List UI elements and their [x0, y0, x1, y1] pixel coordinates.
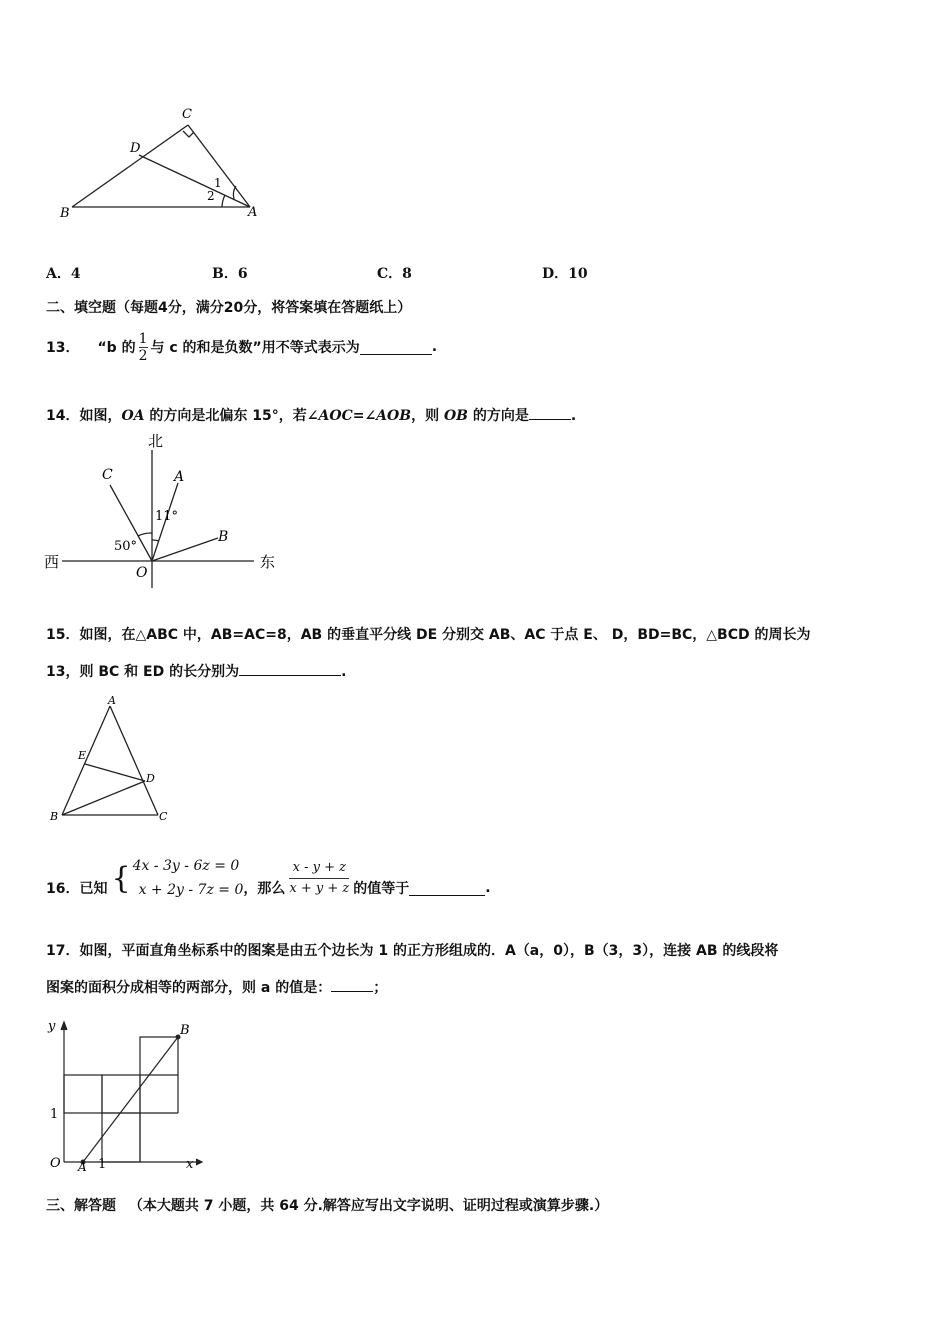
- q13-answer-blank[interactable]: [360, 340, 432, 355]
- q17-label-b: B: [180, 1023, 190, 1038]
- q17-line2-text: 图案的面积分成相等的两部分，则 a 的值是：: [46, 980, 332, 996]
- q16-answer-blank[interactable]: [409, 881, 485, 896]
- q14-end: .: [570, 408, 577, 424]
- q13-end: .: [431, 339, 438, 355]
- section3: [46, 1195, 608, 1215]
- q14-angle1: ∠AOC: [306, 408, 353, 424]
- q14-label-north: 北: [148, 432, 164, 450]
- q13: [46, 322, 437, 372]
- q17-label-o: O: [50, 1156, 61, 1171]
- q15-end: .: [341, 664, 347, 680]
- section3-heading: 三、解答题: [46, 1198, 116, 1214]
- q16-end: .: [485, 880, 491, 896]
- q16: [46, 852, 491, 904]
- q17-grid-figure: [46, 1012, 216, 1174]
- q14-eq: =: [352, 408, 365, 424]
- q16-eq1: 4x - 3y - 6z = 0: [132, 858, 240, 874]
- q12-label-b: B: [60, 206, 70, 221]
- q14-t2: 的方向是北偏东 15°，若: [144, 408, 307, 424]
- q14-t3: ，则: [411, 408, 444, 424]
- q15-label-e: E: [78, 749, 87, 762]
- q14-t1: 如图，: [79, 408, 122, 424]
- q17-label-one-x: 1: [98, 1157, 107, 1172]
- q17-line2: [46, 977, 387, 997]
- q12-option-a[interactable]: A．4: [46, 266, 81, 282]
- q15-label-a: A: [108, 694, 116, 707]
- q16-eq2: x + 2y - 7z = 0: [138, 882, 244, 898]
- q16-system: [133, 854, 244, 902]
- q12-label-1: 1: [214, 176, 222, 190]
- q16-post: 的值等于: [353, 881, 410, 897]
- section2-heading: 二、填空题（每题4分，满分20分，将答案填在答题纸上）: [46, 300, 412, 316]
- q16-number: 16．已知: [46, 881, 108, 897]
- q17-label-a: A: [78, 1160, 87, 1174]
- q13-pre: “b 的: [97, 340, 136, 356]
- q17-answer-blank[interactable]: [331, 977, 373, 992]
- q16-fraction: [289, 858, 349, 899]
- q14-t4: 的方向是: [467, 408, 529, 424]
- q15-answer-blank[interactable]: [239, 661, 341, 676]
- q16-frac-num: x - y + z: [292, 859, 346, 875]
- q14-label-c: C: [102, 467, 113, 483]
- q14-answer-blank[interactable]: [529, 405, 571, 420]
- q15-label-c: C: [159, 810, 168, 823]
- q14-label-a: A: [174, 469, 185, 485]
- q17-label-one-y: 1: [50, 1107, 59, 1122]
- q12-triangle-figure: [50, 100, 280, 225]
- q16-system-brace: {: [111, 860, 131, 896]
- q13-frac-den: 2: [138, 347, 148, 364]
- q15-label-d: D: [146, 772, 155, 785]
- q14-ob: OB: [443, 408, 468, 424]
- q16-mid: ，那么: [243, 881, 286, 897]
- q14-label-angle-c: 50°: [114, 539, 138, 554]
- q17-line1: 17．如图，平面直角坐标系中的图案是由五个边长为 1 的正方形组成的．A（a，0），B（3，3），连接 AB 的线段将: [46, 943, 779, 959]
- q12-label-c: C: [182, 107, 192, 122]
- q15-line1: 15．如图，在△ABC 中，AB=AC=8，AB 的垂直平分线 DE 分别交 AB、AC 于点 E、 D，BD=BC，△BCD 的周长为: [46, 627, 811, 643]
- q14-number: 14．: [46, 408, 80, 424]
- q15-line2: [46, 661, 346, 681]
- q14-label-b: B: [218, 529, 229, 545]
- q16-frac-den: x + y + z: [289, 880, 350, 896]
- q14-label-west: 西: [44, 553, 60, 571]
- q13-number: 13．: [46, 340, 80, 356]
- q15-label-b: B: [50, 810, 59, 823]
- q13-fraction: [139, 331, 148, 364]
- section3-note: （本大题共 7 小题，共 64 分.解答应写出文字说明、证明过程或演算步骤.）: [128, 1198, 609, 1214]
- q14-oa: OA: [121, 408, 145, 424]
- q17-end: ；: [373, 980, 388, 996]
- q12-option-c[interactable]: C．8: [377, 266, 412, 282]
- q14-label-east: 东: [260, 553, 276, 571]
- q12-label-a: A: [248, 205, 258, 220]
- q12-option-d[interactable]: D．10: [542, 266, 588, 282]
- q14: [46, 405, 576, 425]
- q17-label-x: x: [186, 1157, 194, 1172]
- q13-post: 与 c 的和是负数”用不等式表示为: [150, 340, 360, 356]
- q17-label-y: y: [48, 1019, 56, 1034]
- q14-label-angle-a: 11°: [155, 509, 179, 524]
- q13-frac-num: 1: [138, 330, 148, 347]
- q15-triangle-figure: [46, 692, 176, 827]
- q15-line2-text: 13，则 BC 和 ED 的长分别为: [46, 664, 240, 680]
- q12-label-d: D: [130, 141, 141, 156]
- q14-angle2: ∠AOB: [364, 408, 412, 424]
- q14-label-o: O: [136, 565, 148, 581]
- q14-direction-figure: [42, 428, 292, 593]
- q12-label-2: 2: [207, 189, 215, 203]
- q12-option-b[interactable]: B．6: [212, 266, 248, 282]
